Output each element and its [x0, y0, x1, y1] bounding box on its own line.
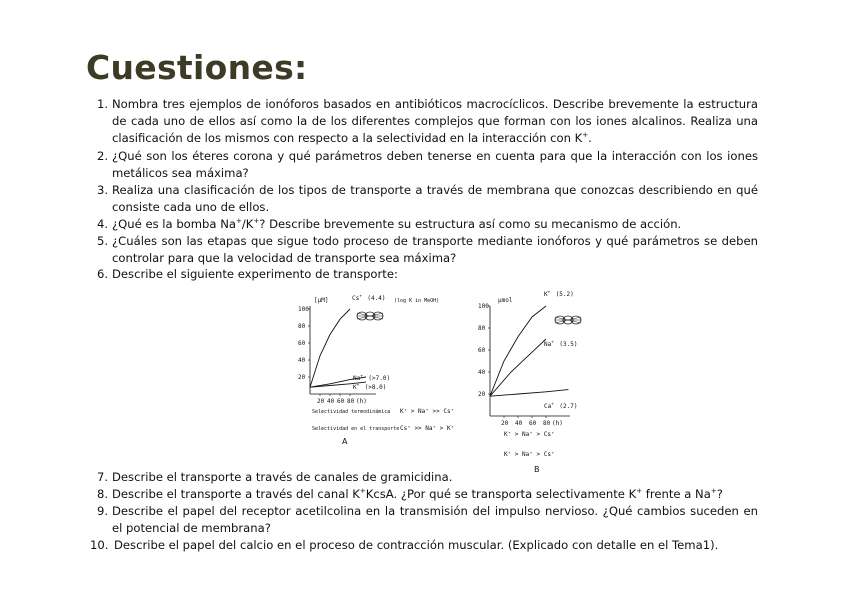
- question-text: [112, 469, 758, 486]
- y-tick-label: 100: [478, 303, 489, 310]
- question-number: 5.: [96, 234, 108, 248]
- question-text: [112, 486, 758, 503]
- question-text: [112, 96, 758, 147]
- question-number: 3.: [96, 183, 108, 197]
- figure-b-relation-2: K⁺ > Na⁺ > Cs⁺: [504, 451, 555, 458]
- question-10: [90, 537, 758, 554]
- x-tick-label: 20: [317, 398, 325, 405]
- question-number: 1.: [96, 97, 108, 111]
- question-text-part: Describe el papel del calcio en el proceso de contracción muscular. (Explicado con detalle en el Tema1).: [114, 538, 719, 552]
- figure-a-y-unit: [μM]: [314, 297, 329, 304]
- question-text-part: /K: [241, 217, 254, 231]
- question-7: [90, 469, 758, 486]
- molecule-icon: [555, 316, 581, 324]
- x-tick-label: 80: [543, 420, 551, 427]
- question-9: [90, 503, 758, 537]
- question-text-part: .: [588, 131, 592, 145]
- question-text-part: Describe el siguiente experimento de transporte:: [112, 267, 398, 281]
- x-tick-label: 40: [515, 420, 523, 427]
- question-5: [90, 233, 758, 267]
- curve-label: Na: [544, 341, 552, 348]
- question-number: 6.: [96, 267, 108, 281]
- question-text-part: Describe el papel del receptor acetilcolina en la transmisión del impulso nervioso. ¿Qué cambios suceden en el potencial de membrana?: [112, 504, 758, 535]
- question-text-part: Describe el transporte a través de canales de gramicidina.: [112, 470, 453, 484]
- curve-ca: [490, 390, 568, 397]
- question-text: [112, 503, 758, 537]
- question-text-part: ¿Qué son los éteres corona y qué parámetros deben tenerse en cuenta para que la interacción con los iones metálicos sea máxima?: [112, 149, 758, 180]
- figure-b-label: B: [534, 465, 540, 474]
- curve-label: K: [353, 384, 357, 391]
- molecule-icon: [357, 312, 383, 320]
- question-text-part: ?: [716, 487, 723, 501]
- y-tick-label: 20: [478, 391, 486, 398]
- curve-cs: [310, 309, 350, 387]
- transport-figure-a: [296, 288, 466, 458]
- curve-label-sup: +: [360, 373, 363, 378]
- curve-value: (5.2): [555, 291, 574, 298]
- x-tick-label: 80: [347, 398, 355, 405]
- question-6: [90, 266, 758, 283]
- superscript-charge: +: [710, 487, 717, 496]
- y-tick-label: 60: [478, 347, 486, 354]
- curve-label-sup: +: [551, 401, 554, 406]
- x-tick-label: 60: [337, 398, 345, 405]
- question-1: [90, 96, 758, 147]
- curve-value: (3.5): [559, 341, 578, 348]
- question-text-part: Nombra tres ejemplos de ionóforos basados en antibióticos macrocíclicos. Describe brevemente la estructura de cada uno de ellos así como la de los diferentes complejos que forman con los iones alcalinos. Realiza una clasificación de los mismos con respecto a la selectividad en la interacción con K: [112, 97, 758, 145]
- curve-na: [490, 339, 546, 396]
- curve-value: (>7.0): [368, 375, 391, 382]
- superscript-charge: +: [582, 131, 589, 140]
- x-tick-label: 20: [501, 420, 509, 427]
- figure-a-relation-1: K⁺ > Na⁺ >> Cs⁺: [400, 408, 455, 415]
- curve-value: (>8.0): [364, 384, 387, 391]
- curve-label: Na: [353, 375, 361, 382]
- superscript-charge: +: [236, 217, 242, 226]
- curve-label-sup: +: [547, 289, 551, 294]
- y-tick-label: 100: [298, 306, 309, 313]
- curve-label: K: [544, 291, 548, 298]
- question-2: [90, 148, 758, 182]
- question-text: [112, 216, 758, 233]
- question-number: 10.: [90, 538, 109, 552]
- curve-label-sup: +: [551, 339, 554, 344]
- superscript-charge: +: [636, 487, 643, 496]
- question-number: 7.: [96, 470, 108, 484]
- question-8: [90, 486, 758, 503]
- question-text-part: frente a Na: [642, 487, 711, 501]
- figure-a-label: A: [342, 437, 348, 446]
- figure-a-caption-2: Selectividad en el transporte: [312, 426, 400, 432]
- superscript-charge: +: [253, 217, 260, 226]
- question-3: [90, 182, 758, 216]
- figure-b-y-unit: μmol: [498, 297, 513, 304]
- question-4: [90, 216, 758, 233]
- question-text: [112, 182, 758, 216]
- question-text-part: ¿Qué es la bomba Na: [112, 217, 236, 231]
- x-tick-label: 40: [327, 398, 335, 405]
- curve-label-sup: +: [359, 293, 362, 298]
- figure-a-log-note: (log K in MeOH): [394, 298, 440, 304]
- question-text-part: Realiza una clasificación de los tipos de transporte a través de membrana que conozcas describiendo en qué consiste cada uno de ellos.: [112, 183, 758, 214]
- question-text: [112, 148, 758, 182]
- figure-a-relation-2: Cs⁺ >> Na⁺ > K⁺: [400, 425, 455, 432]
- question-text: [112, 266, 758, 283]
- x-tick-label: 60: [529, 420, 537, 427]
- transport-figure-b: [470, 284, 600, 476]
- x-unit: (h): [552, 420, 563, 427]
- superscript-charge: +: [359, 487, 366, 496]
- curve-label-sup: +: [356, 382, 360, 387]
- question-text-part: ? Describe brevemente su estructura así como su mecanismo de acción.: [259, 217, 682, 231]
- question-text: [112, 233, 758, 267]
- y-tick-label: 40: [298, 357, 306, 364]
- curve-value: (2.7): [559, 403, 578, 410]
- figure-a-caption-1: Selectividad termodinámica: [312, 409, 391, 415]
- y-tick-label: 80: [298, 323, 306, 330]
- curve-label: Cs: [352, 295, 360, 302]
- curve-value: (4.4): [367, 295, 386, 302]
- y-tick-label: 40: [478, 369, 486, 376]
- question-number: 2.: [96, 149, 108, 163]
- y-tick-label: 60: [298, 340, 306, 347]
- question-text-part: KcsA. ¿Por qué se transporta selectivamente K: [365, 487, 637, 501]
- figure-b-relation-1: K⁺ > Na⁺ > Cs⁺: [504, 431, 555, 438]
- question-number: 4.: [96, 217, 108, 231]
- curve-k: [490, 306, 546, 396]
- question-text: [114, 537, 758, 554]
- question-text-part: Describe el transporte a través del canal K: [112, 487, 360, 501]
- curve-label: Ca: [544, 403, 552, 410]
- question-text-part: ¿Cuáles son las etapas que sigue todo proceso de transporte mediante ionóforos y qué parámetros se deben controlar para que la velocidad de transporte sea máxima?: [112, 234, 758, 265]
- x-unit: (h): [356, 398, 367, 405]
- y-tick-label: 20: [298, 374, 306, 381]
- page-title: Cuestiones:: [86, 48, 308, 87]
- question-number: 9.: [96, 504, 108, 518]
- y-tick-label: 80: [478, 325, 486, 332]
- question-number: 8.: [96, 487, 108, 501]
